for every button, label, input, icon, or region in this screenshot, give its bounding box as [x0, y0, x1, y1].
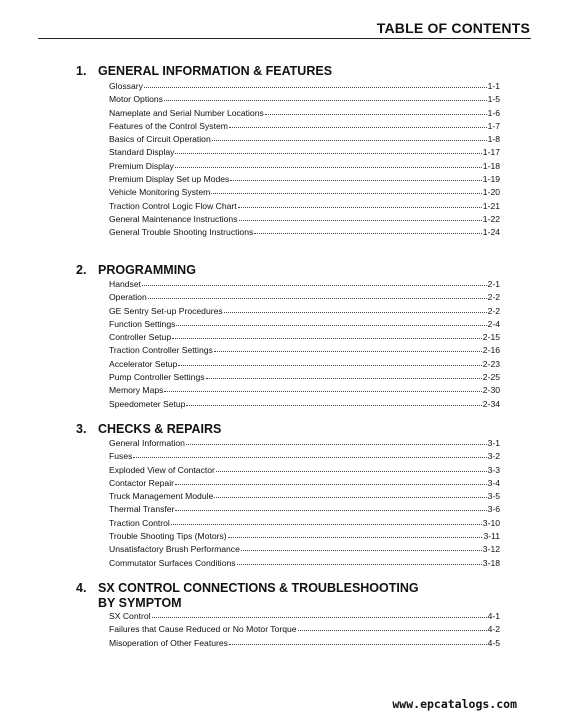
- dot-leader: [214, 343, 482, 352]
- toc-entry-page-number: 2-4: [487, 318, 500, 329]
- dot-leader: [164, 383, 481, 392]
- toc-entry[interactable]: [109, 371, 500, 384]
- toc-entry-label: General Information: [109, 438, 185, 448]
- dot-leader: [229, 636, 487, 645]
- section-heading: [76, 581, 419, 611]
- section-heading: [76, 64, 332, 79]
- dot-leader: [175, 476, 487, 485]
- toc-entry[interactable]: [109, 107, 500, 120]
- toc-entry-label: Premium Display Set up Modes: [109, 174, 230, 185]
- dot-leader: [175, 502, 486, 511]
- section-number: 4.: [76, 581, 87, 595]
- dot-leader: [214, 489, 486, 498]
- toc-entry-label: Exploded View of Contactor: [109, 464, 215, 475]
- toc-entry[interactable]: [109, 120, 500, 133]
- section-title: GENERAL INFORMATION & FEATURES: [98, 64, 333, 78]
- toc-entry[interactable]: [109, 331, 500, 344]
- toc-entry[interactable]: [109, 543, 500, 556]
- toc-entry[interactable]: [109, 610, 500, 623]
- toc-entry[interactable]: [109, 146, 500, 159]
- toc-entry-label: Handset: [109, 279, 142, 289]
- toc-entry-list: [109, 437, 500, 570]
- dot-leader: [239, 212, 482, 221]
- toc-entry-label: Pump Controller Settings: [109, 372, 205, 383]
- dot-leader: [241, 542, 482, 551]
- toc-entry-page-number: 1-5: [487, 94, 500, 105]
- toc-entry-page-number: 1-22: [482, 213, 500, 224]
- dot-leader: [142, 277, 487, 286]
- toc-entry-page-number: 3-2: [487, 451, 500, 462]
- dot-leader: [228, 529, 483, 538]
- toc-entry-label: Truck Management Module: [109, 491, 214, 502]
- toc-entry[interactable]: [109, 213, 500, 226]
- toc-entry-page-number: 1-6: [487, 107, 500, 118]
- toc-entry[interactable]: [109, 226, 500, 239]
- toc-entry-label: Traction Controller Settings: [109, 345, 213, 356]
- toc-entry-label: Motor Options: [109, 94, 163, 105]
- dot-leader: [176, 317, 486, 326]
- section-heading: [76, 263, 196, 278]
- toc-entry[interactable]: [109, 133, 500, 146]
- section-title-continued: BY SYMPTOM: [98, 596, 182, 610]
- toc-entry-list: [109, 610, 500, 650]
- toc-entry-label: Speedometer Setup: [109, 398, 186, 409]
- toc-entry-page-number: 4-2: [487, 624, 500, 635]
- toc-entry-page-number: 2-23: [482, 358, 500, 369]
- dot-leader: [175, 145, 481, 154]
- toc-entry-label: Vehicle Monitoring System: [109, 187, 211, 198]
- toc-entry[interactable]: [109, 173, 500, 186]
- toc-entry-label: Nameplate and Serial Number Locations: [109, 107, 264, 118]
- toc-entry-page-number: 2-1: [487, 279, 500, 289]
- toc-entry-page-number: 2-25: [482, 372, 500, 383]
- toc-entry-page-number: 3-18: [482, 557, 500, 568]
- toc-entry-label: Thermal Transfer: [109, 504, 175, 515]
- toc-entry-label: Fuses: [109, 451, 133, 462]
- toc-entry[interactable]: [109, 305, 500, 318]
- toc-entry-page-number: 4-1: [487, 611, 500, 621]
- toc-entry-page-number: 1-24: [482, 227, 500, 238]
- toc-entry[interactable]: [109, 623, 500, 636]
- dot-leader: [216, 463, 487, 472]
- section-number: 3.: [76, 422, 87, 436]
- toc-entry-page-number: 1-7: [487, 120, 500, 131]
- dot-leader: [298, 622, 487, 631]
- toc-entry-page-number: 3-1: [487, 438, 500, 448]
- toc-entry-page-number: 3-6: [487, 504, 500, 515]
- toc-entry-label: GE Sentry Set-up Procedures: [109, 305, 223, 316]
- toc-entry-label: Accelerator Setup: [109, 358, 178, 369]
- toc-entry[interactable]: [109, 291, 500, 304]
- toc-entry-label: Traction Control Logic Flow Chart: [109, 200, 237, 211]
- section-number: 1.: [76, 64, 87, 78]
- toc-entry[interactable]: [109, 530, 500, 543]
- toc-entry[interactable]: [109, 517, 500, 530]
- toc-entry-page-number: 3-12: [482, 544, 500, 555]
- toc-entry-label: Commutator Surfaces Conditions: [109, 557, 236, 568]
- toc-entry[interactable]: [109, 80, 500, 93]
- toc-entry[interactable]: [109, 358, 500, 371]
- dot-leader: [175, 159, 482, 168]
- toc-entry-label: Operation: [109, 292, 147, 303]
- toc-entry-page-number: 1-18: [482, 160, 500, 171]
- section-title: CHECKS & REPAIRS: [98, 422, 222, 436]
- toc-entry-page-number: 2-2: [487, 305, 500, 316]
- dot-leader: [265, 106, 487, 115]
- toc-entry-label: Glossary: [109, 81, 143, 91]
- toc-entry-label: General Trouble Shooting Instructions: [109, 227, 254, 238]
- dot-leader: [144, 79, 487, 88]
- toc-entry-page-number: 1-8: [487, 134, 500, 145]
- toc-entry-page-number: 1-19: [482, 174, 500, 185]
- toc-entry-label: Misoperation of Other Features: [109, 637, 228, 648]
- dot-leader: [172, 330, 482, 339]
- toc-entry-page-number: 3-11: [483, 531, 500, 542]
- toc-entry-label: Features of the Control System: [109, 120, 228, 131]
- toc-entry[interactable]: [109, 398, 500, 411]
- toc-entry[interactable]: [109, 186, 500, 199]
- toc-entry-page-number: 2-2: [487, 292, 500, 303]
- toc-entry-page-number: 4-5: [487, 637, 500, 648]
- dot-leader: [237, 556, 482, 565]
- page-title: TABLE OF CONTENTS: [376, 20, 530, 36]
- toc-entry[interactable]: [109, 93, 500, 106]
- toc-entry[interactable]: [109, 637, 500, 650]
- toc-entry-label: Standard Display: [109, 147, 175, 158]
- dot-leader: [133, 449, 486, 458]
- toc-entry-page-number: 3-3: [487, 464, 500, 475]
- toc-entry-label: Function Settings: [109, 318, 176, 329]
- toc-entry-page-number: 2-16: [482, 345, 500, 356]
- toc-entry-page-number: 2-30: [482, 385, 500, 396]
- toc-entry-label: General Maintenance Instructions: [109, 213, 238, 224]
- toc-entry-page-number: 2-15: [482, 332, 500, 343]
- dot-leader: [238, 199, 482, 208]
- toc-entry-page-number: 2-34: [482, 398, 500, 409]
- toc-entry-label: Basics of Circuit Operation: [109, 134, 211, 145]
- toc-entry[interactable]: [109, 437, 500, 450]
- dot-leader: [148, 290, 487, 299]
- toc-entry[interactable]: [109, 278, 500, 291]
- toc-entry-page-number: 3-4: [487, 477, 500, 488]
- section-heading: [76, 422, 221, 437]
- toc-entry[interactable]: [109, 200, 500, 213]
- toc-entry-page-number: 1-17: [482, 147, 500, 158]
- footer-website-link[interactable]: www.epcatalogs.com: [392, 697, 517, 711]
- toc-entry-label: Trouble Shooting Tips (Motors): [109, 531, 227, 542]
- toc-entry-page-number: 3-10: [482, 517, 500, 528]
- toc-entry[interactable]: [109, 450, 500, 463]
- toc-entry-list: [109, 80, 500, 240]
- header-divider: [38, 38, 531, 39]
- dot-leader: [229, 119, 487, 128]
- toc-entry-label: SX Control: [109, 611, 151, 621]
- section-title: SX CONTROL CONNECTIONS & TROUBLESHOOTING: [98, 581, 419, 595]
- section-title: PROGRAMMING: [98, 263, 196, 277]
- dot-leader: [178, 357, 481, 366]
- toc-entry[interactable]: [109, 160, 500, 173]
- toc-entry-label: Memory Maps: [109, 385, 164, 396]
- toc-entry-label: Controller Setup: [109, 332, 172, 343]
- toc-entry[interactable]: [109, 384, 500, 397]
- toc-entry-page-number: 1-21: [482, 200, 500, 211]
- toc-entry[interactable]: [109, 503, 500, 516]
- section-number: 2.: [76, 263, 87, 277]
- toc-entry[interactable]: [109, 464, 500, 477]
- toc-entry[interactable]: [109, 490, 500, 503]
- dot-leader: [254, 225, 482, 234]
- dot-leader: [206, 370, 482, 379]
- toc-entry-label: Premium Display: [109, 160, 174, 171]
- dot-leader: [186, 436, 487, 445]
- dot-leader: [224, 304, 487, 313]
- dot-leader: [164, 92, 487, 101]
- dot-leader: [230, 172, 481, 181]
- dot-leader: [211, 185, 482, 194]
- toc-entry-list: [109, 278, 500, 411]
- toc-entry-page-number: 1-20: [482, 187, 500, 198]
- toc-entry[interactable]: [109, 557, 500, 570]
- toc-entry[interactable]: [109, 318, 500, 331]
- toc-entry-label: Failures that Cause Reduced or No Motor Torque: [109, 624, 297, 635]
- toc-entry-label: Contactor Repair: [109, 477, 174, 488]
- toc-entry-label: Traction Control: [109, 517, 170, 528]
- dot-leader: [186, 397, 481, 406]
- toc-entry-page-number: 1-1: [487, 81, 500, 91]
- toc-entry-label: Unsatisfactory Brush Performance: [109, 544, 240, 555]
- toc-entry-page-number: 3-5: [487, 491, 500, 502]
- toc-entry[interactable]: [109, 344, 500, 357]
- dot-leader: [212, 132, 487, 141]
- toc-entry[interactable]: [109, 477, 500, 490]
- dot-leader: [152, 609, 487, 618]
- dot-leader: [171, 516, 482, 525]
